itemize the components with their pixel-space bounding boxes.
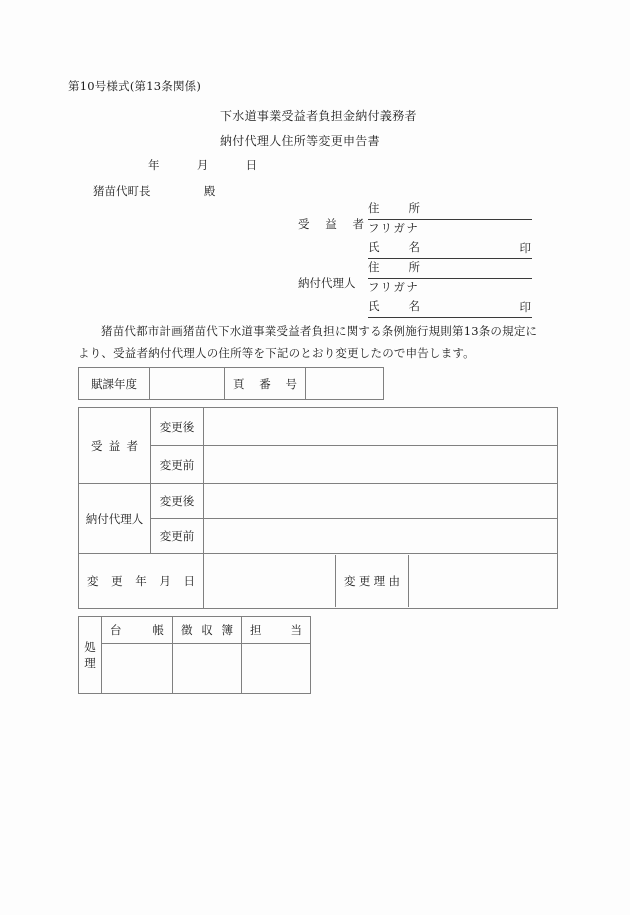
document-title-line-1: 下水道事業受益者負担金納付義務者 — [220, 109, 417, 123]
beneficiary-side-label-cell: 受 益 者 — [79, 408, 151, 484]
fiscal-year-value-cell[interactable] — [150, 368, 225, 400]
body-paragraph: 猪苗代都市計画猪苗代下水道事業受益者負担に関する条例施行規則第13条の規定により、受益者納付代理人の住所等を下記のとおり変更したので申告します。 — [78, 324, 538, 360]
processing-table — [78, 616, 311, 694]
agent-side-label-cell: 納付代理人 — [79, 484, 151, 554]
signature-block-agent — [298, 259, 534, 317]
page-number-label-cell: 頁 番 号 — [225, 368, 306, 400]
date-year-label: 年 — [148, 158, 160, 172]
page-number-value-cell[interactable] — [306, 368, 384, 400]
beneficiary-before-value-cell[interactable] — [204, 446, 558, 484]
processing-label-cell — [79, 617, 102, 694]
address-label: 住 所 — [368, 201, 420, 215]
change-date-label-cell: 変 更 年 月 日 — [79, 554, 204, 609]
processing-label-top: 処 — [84, 640, 96, 654]
label-char: 益 — [325, 217, 337, 231]
change-details-table — [78, 407, 558, 609]
table-row — [79, 368, 384, 400]
processing-label-bottom: 理 — [84, 656, 96, 670]
ledger-value-cell[interactable] — [102, 644, 173, 694]
address-row[interactable] — [368, 259, 532, 279]
person-in-charge-value-cell[interactable] — [242, 644, 311, 694]
agent-before-label-cell: 変更前 — [151, 519, 204, 554]
beneficiary-after-value-cell[interactable] — [204, 408, 558, 446]
addressee-name: 猪苗代町長 — [93, 184, 151, 198]
agent-before-value-cell[interactable] — [204, 519, 558, 554]
kana-row[interactable] — [368, 279, 532, 298]
change-reason-value-cell[interactable] — [409, 555, 558, 607]
address-row[interactable] — [368, 200, 532, 220]
address-label: 住 所 — [368, 260, 420, 274]
table-row — [79, 408, 558, 446]
beneficiary-after-label-cell: 変更後 — [151, 408, 204, 446]
fiscal-year-label-cell: 賦課年度 — [79, 368, 150, 400]
table-row — [79, 446, 558, 484]
ledger-header-cell: 台 帳 — [102, 617, 173, 644]
name-row[interactable] — [368, 298, 532, 318]
label-char: 受 — [298, 217, 310, 231]
beneficiary-before-label-cell: 変更前 — [151, 446, 204, 484]
date-month-label: 月 — [196, 158, 209, 172]
kana-row[interactable] — [368, 220, 532, 239]
date-line — [148, 157, 257, 173]
signature-fields-agent — [368, 259, 532, 318]
table-row — [79, 617, 311, 644]
change-date-and-reason-cell — [204, 554, 558, 609]
kana-label: フリガナ — [368, 280, 420, 294]
signature-label-beneficiary — [298, 216, 364, 232]
assessment-table — [78, 367, 384, 400]
seal-label: 印 — [519, 241, 531, 255]
name-label: 氏 名 — [368, 240, 420, 254]
agent-after-value-cell[interactable] — [204, 484, 558, 519]
change-reason-label-cell: 変 更 理 由 — [336, 555, 409, 607]
signature-fields-beneficiary — [368, 200, 532, 259]
table-row — [79, 484, 558, 519]
table-row — [79, 554, 558, 609]
label-char: 者 — [352, 217, 364, 231]
signature-block-beneficiary — [298, 200, 534, 258]
table-row — [79, 644, 311, 694]
change-reason-subtable — [204, 555, 557, 607]
date-day-label: 日 — [245, 158, 258, 172]
name-label: 氏 名 — [368, 299, 420, 313]
collection-book-header-cell: 徴 収 簿 — [173, 617, 242, 644]
table-row — [204, 555, 557, 607]
kana-label: フリガナ — [368, 221, 420, 235]
agent-after-label-cell: 変更後 — [151, 484, 204, 519]
seal-label: 印 — [519, 300, 531, 314]
addressee-line — [93, 183, 215, 199]
person-in-charge-header-cell: 担 当 — [242, 617, 311, 644]
name-row[interactable] — [368, 239, 532, 259]
table-row — [79, 519, 558, 554]
form-number: 第10号様式(第13条関係) — [68, 79, 202, 93]
addressee-honorific: 殿 — [203, 184, 216, 198]
collection-book-value-cell[interactable] — [173, 644, 242, 694]
change-date-value-cell[interactable] — [204, 555, 336, 607]
signature-label-agent: 納付代理人 — [298, 276, 356, 290]
document-title-line-2: 納付代理人住所等変更申告書 — [220, 134, 380, 148]
